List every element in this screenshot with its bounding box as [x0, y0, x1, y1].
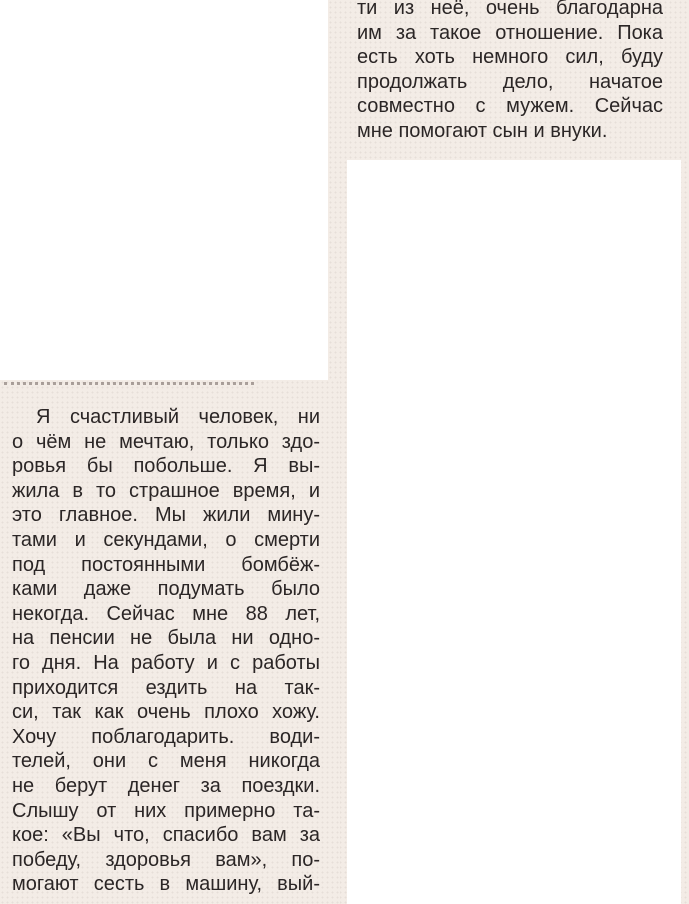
text-line: это главное. Мы жили мину-	[12, 504, 320, 527]
text-line: им за такое отношение. Пока	[357, 21, 663, 44]
text-line: жила в то страшное время, и	[12, 479, 320, 502]
text-line: мне помогают сын и внуки.	[357, 119, 608, 142]
text-line: Хочу поблагодарить. води-	[12, 725, 320, 748]
text-line: на пенсии не была ни одно-	[12, 627, 320, 650]
text-line: ровья бы побольше. Я вы-	[12, 455, 320, 478]
text-line: ти из неё, очень благодарна	[357, 0, 663, 19]
text-line: под постоянными бомбёж-	[12, 553, 320, 576]
text-line: телей, они с меня никогда	[12, 750, 320, 773]
text-line: го дня. На работу и с работы	[12, 651, 320, 674]
text-line: могают сесть в машину, вый-	[12, 873, 320, 896]
text-line: победу, здоровья вам», по-	[12, 848, 320, 871]
text-line: ками даже подумать было	[12, 578, 320, 601]
text-line: приходится ездить на так-	[12, 676, 320, 699]
cut-edge-fragment	[4, 382, 254, 395]
text-line: кое: «Вы что, спасибо вам за	[12, 824, 320, 847]
text-line: некогда. Сейчас мне 88 лет,	[12, 602, 320, 625]
text-line: есть хоть немного сил, буду	[357, 46, 663, 69]
text-line: си, так как очень плохо хожу.	[12, 701, 320, 724]
text-line: Я счастливый человек, ни	[36, 406, 320, 428]
text-line: не берут денег за поездки.	[12, 774, 320, 797]
article-text-right	[357, 0, 663, 144]
article-text-left	[12, 405, 320, 897]
text-line: тами и секундами, о смерти	[12, 528, 320, 551]
redacted-area	[347, 160, 681, 904]
text-line: Слышу от них примерно та-	[12, 799, 320, 822]
text-line: совместно с мужем. Сейчас	[357, 95, 663, 118]
text-line: о чём не мечтаю, только здо-	[12, 430, 320, 453]
text-line: продолжать дело, начатое	[357, 70, 663, 93]
blank-area-top-left	[0, 0, 326, 380]
